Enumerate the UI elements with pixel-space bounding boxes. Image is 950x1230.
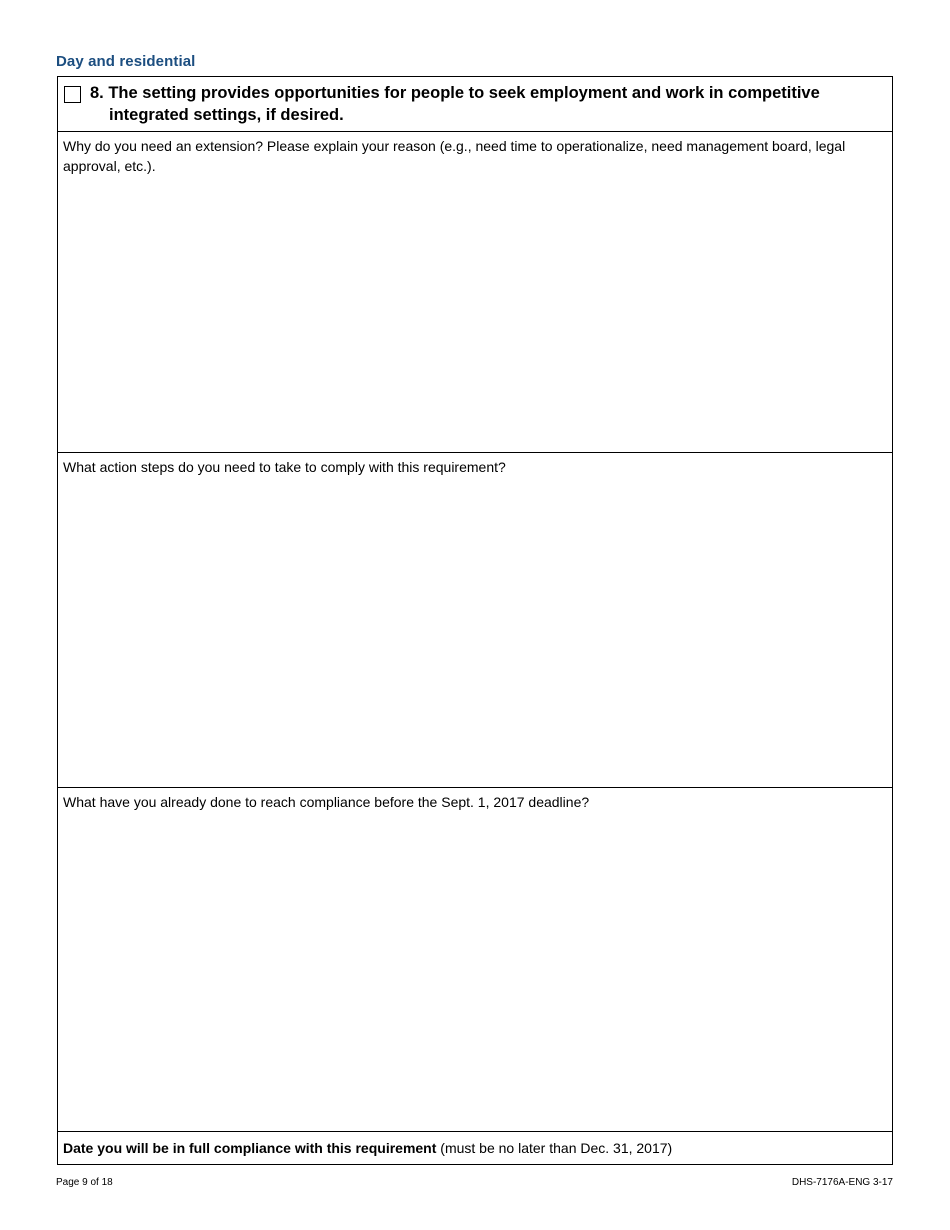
- compliance-date-row[interactable]: [58, 1132, 892, 1164]
- question-row: [58, 77, 892, 132]
- compliance-date-note: (must be no later than Dec. 31, 2017): [436, 1140, 673, 1156]
- question-text: 8. The setting provides opportunities for people to seek employment and work in competitive integrated settings, if desired.: [90, 84, 820, 124]
- section-heading: Day and residential: [56, 53, 196, 70]
- completed-actions-section: [58, 788, 892, 1132]
- extension-reason-section: [58, 132, 892, 453]
- action-steps-field[interactable]: [63, 477, 886, 782]
- completed-actions-field[interactable]: [63, 812, 886, 1126]
- extension-reason-label: Why do you need an extension? Please explain your reason (e.g., need time to operationalize, need management board, legal approval, etc.).: [63, 138, 846, 174]
- form-id: DHS-7176A-ENG 3-17: [791, 1177, 893, 1188]
- extension-reason-field[interactable]: [63, 176, 886, 446]
- action-steps-label: What action steps do you need to take to comply with this requirement?: [63, 459, 506, 475]
- compliance-form-table: [57, 76, 893, 1165]
- page-number: Page 9 of 18: [56, 1177, 113, 1188]
- action-steps-section: [58, 453, 892, 788]
- completed-actions-label: What have you already done to reach compliance before the Sept. 1, 2017 deadline?: [63, 794, 590, 810]
- question-checkbox[interactable]: [64, 86, 81, 103]
- compliance-date-label: Date you will be in full compliance with this requirement: [63, 1140, 437, 1156]
